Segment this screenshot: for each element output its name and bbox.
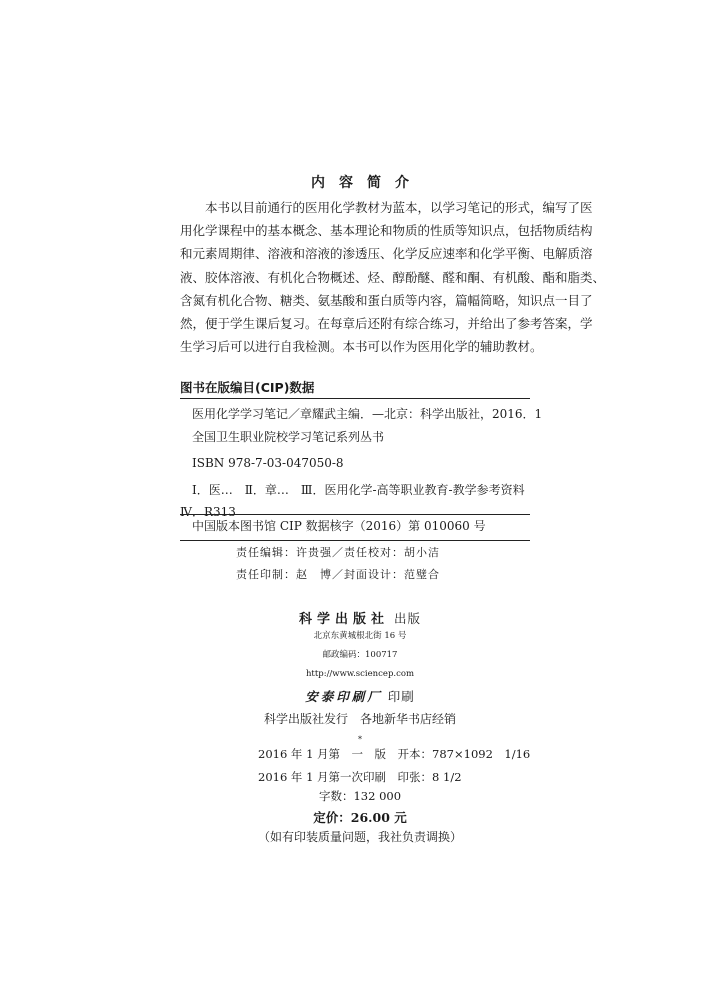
cip-check-block [180, 515, 530, 538]
credits-editor-line: 责任编辑：许贵强／责任校对：胡小洁 [236, 546, 440, 559]
distribution-line: 科学出版社发行 各地新华书店经销 [263, 712, 456, 726]
cip-block [180, 403, 543, 524]
cip-check-number: 中国版本图书馆 CIP 数据核字（2016）第 010060 号 [192, 519, 486, 533]
summary-line: 和元素周期律、溶液和溶液的渗透压、化学反应速率和化学平衡、电解质溶 [180, 246, 593, 262]
summary-line: 用化学课程中的基本概念、基本理论和物质的性质等知识点，包括物质结构 [180, 223, 593, 239]
cip-bottom-rule [180, 540, 530, 541]
edition-line: 2016 年 1 月第 一 版 开本：787×1092 1/16 [258, 747, 531, 761]
publisher-postcode: 邮政编码：100717 [322, 650, 398, 660]
summary-line: 液、胶体溶液、有机化合物概述、烃、醇酚醚、醛和酮、有机酸、酯和脂类、 [180, 269, 606, 285]
cip-series-line: 全国卫生职业院校学习笔记系列丛书 [192, 429, 385, 444]
publisher-verb: 出版 [394, 611, 422, 626]
publisher-name: 科学出版社 [298, 612, 389, 627]
summary-line: 然，便于学生课后复习。在每章后还附有综合练习，并给出了参考答案，学 [180, 316, 593, 332]
credits [236, 542, 536, 586]
summary-title: 内容简介 [311, 175, 423, 191]
price-label: 定价： [313, 810, 351, 825]
cip-subject-line: Ⅰ．医… Ⅱ．章… Ⅲ．医用化学-高等职业教育-教学参考资料 [192, 482, 525, 497]
cip-heading: 图书在版编目(CIP)数据 [180, 380, 315, 395]
cip-isbn: ISBN 978-7-03-047050-8 [192, 456, 344, 470]
quality-notice: （如有印装质量问题，我社负责调换） [257, 830, 462, 844]
summary-body [180, 196, 606, 358]
edition-specs [258, 743, 531, 789]
cip-top-rule [180, 398, 530, 399]
publisher-address: 北京东黄城根北街 16 号 [313, 631, 407, 641]
printing-line: 2016 年 1 月第一次印刷 印张：8 1/2 [258, 770, 462, 784]
summary-line: 含氮有机化合物、糖类、氨基酸和蛋白质等内容，篇幅简略，知识点一目了 [180, 292, 593, 308]
publisher-url: http://www.sciencep.com [305, 669, 415, 679]
summary-line: 本书以目前通行的医用化学教材为蓝本，以学习笔记的形式，编写了医 [205, 200, 593, 215]
word-count: 字数：132 000 [318, 789, 402, 803]
printer-verb: 印刷 [387, 689, 415, 704]
price-value: 26.00 元 [350, 810, 407, 825]
summary-line: 生学习后可以进行自我检测。本书可以作为医用化学的辅助教材。 [180, 339, 543, 355]
cip-bibliographic-line: 医用化学学习笔记／章耀武主编．—北京：科学出版社，2016．1 [192, 407, 543, 421]
publisher-block [0, 608, 720, 749]
cip-classification: Ⅳ．R313 [180, 505, 236, 519]
credits-print-line: 责任印制：赵 博／封面设计：范璧合 [236, 568, 440, 581]
price-line [0, 808, 720, 826]
separator-mark: * [358, 735, 362, 744]
printer-name: 安泰印刷厂 [305, 689, 383, 704]
